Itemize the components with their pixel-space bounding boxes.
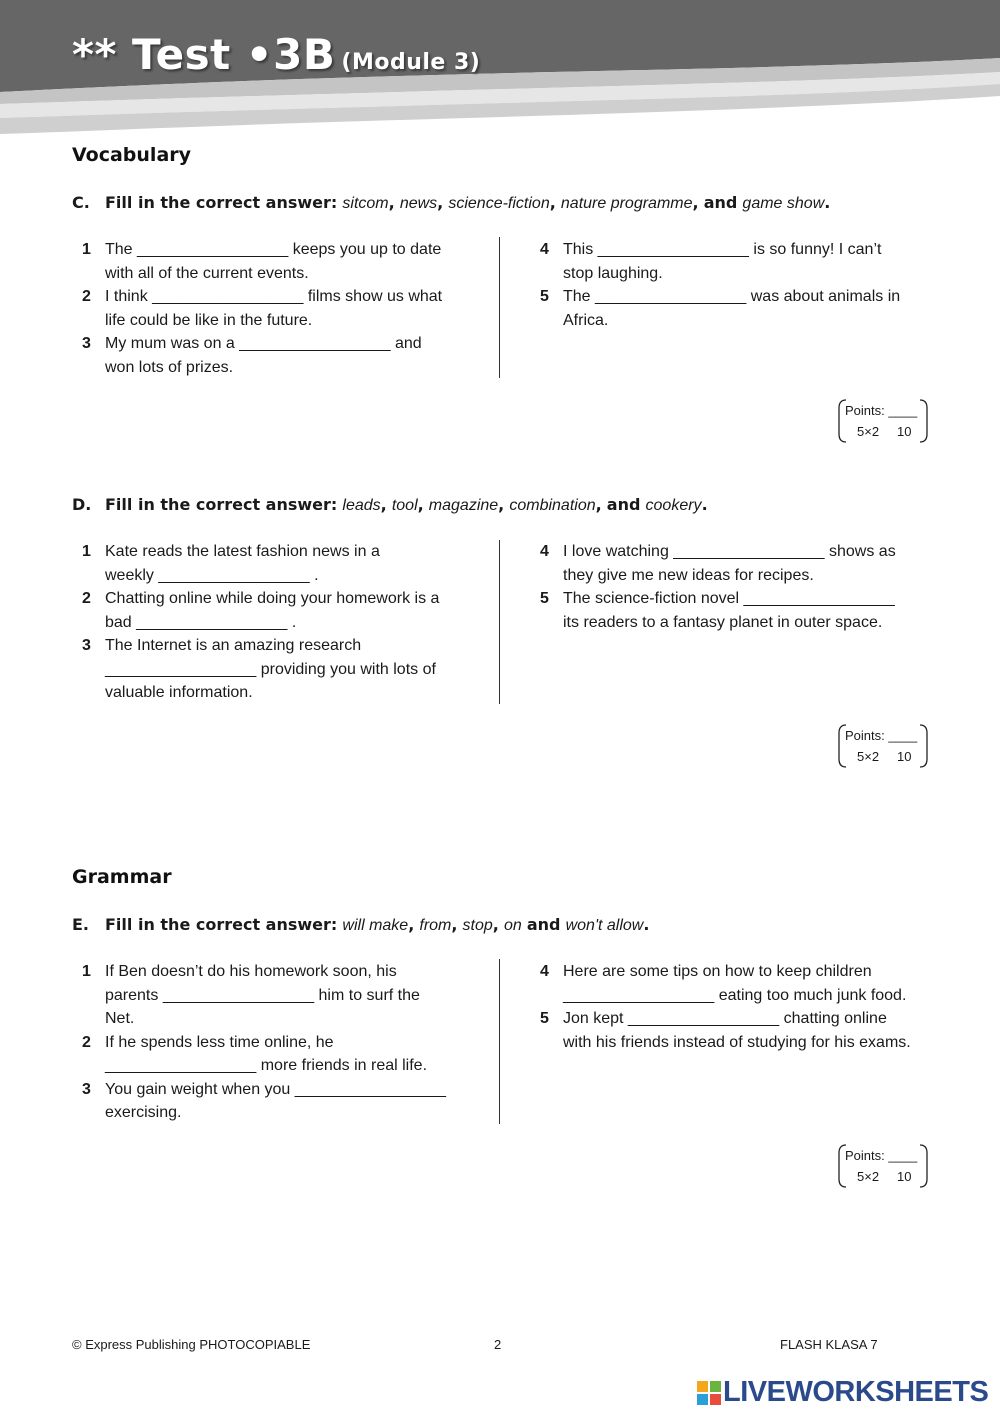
question-item <box>72 332 472 379</box>
question-text[interactable]: The _________________ keeps you up to date <box>105 241 442 258</box>
question-number: 2 <box>82 590 91 607</box>
question-text: The Internet is an amazing research <box>105 637 362 654</box>
question-text[interactable]: parents _________________ him to surf the <box>105 986 420 1004</box>
question-text[interactable]: weekly _________________ . <box>105 566 319 584</box>
question-number: 1 <box>82 963 91 980</box>
column-divider <box>499 237 500 378</box>
question-number: 3 <box>82 1080 91 1098</box>
exercise-d-lead: Fill in the correct answer: <box>105 495 338 514</box>
question-number: 2 <box>82 288 91 305</box>
question-text[interactable]: bad _________________ . <box>105 613 297 631</box>
question-item <box>72 587 472 634</box>
option-and: and <box>526 915 561 934</box>
question-text[interactable]: _________________ more friends in real life. <box>105 1057 428 1074</box>
question-item <box>72 238 472 285</box>
question-text: Chatting online while doing your homework is a <box>105 590 440 607</box>
points-box <box>838 1143 928 1189</box>
question-number: 5 <box>540 590 549 607</box>
question-text: Here are some tips on how to keep children <box>563 963 872 980</box>
question-number: 1 <box>82 241 91 258</box>
option-word: leads <box>342 497 381 514</box>
vocabulary-heading: Vocabulary <box>72 144 192 166</box>
liveworksheets-logo[interactable] <box>697 1376 997 1410</box>
question-number: 4 <box>540 543 549 560</box>
option-word: will make <box>342 917 409 934</box>
question-number: 4 <box>540 241 549 258</box>
question-item <box>530 238 930 285</box>
exercise-c-instruction: C. Fill in the correct answer: sitcom, news, science-fiction, nature programme, and game show. <box>72 193 831 212</box>
page-header <box>0 0 1000 150</box>
test-title-main: ** Test •3B <box>72 30 336 79</box>
points-box <box>838 723 928 769</box>
question-item <box>530 587 930 634</box>
question-text[interactable]: My mum was on a _________________ and <box>105 335 422 352</box>
option-and: and <box>703 193 738 212</box>
option-word: combination <box>509 497 596 514</box>
question-text[interactable]: _________________ providing you with lots of <box>105 660 436 678</box>
option-word: game show <box>742 195 825 212</box>
question-item <box>72 540 472 587</box>
question-number: 1 <box>82 543 91 560</box>
exercise-e-right-column <box>530 960 930 1054</box>
points-total: 10 <box>897 1169 912 1184</box>
question-text[interactable]: Jon kept _________________ chatting online <box>563 1010 887 1027</box>
question-text: stop laughing. <box>563 264 663 282</box>
option-word: stop <box>462 917 493 934</box>
option-word: magazine <box>428 497 499 514</box>
liveworksheets-logo-text: LIVEWORKSHEETS <box>723 1376 989 1408</box>
column-divider <box>499 540 500 704</box>
points-formula: 5×2 <box>857 424 880 439</box>
question-number: 4 <box>540 963 549 980</box>
footer-page-number: 2 <box>494 1337 502 1352</box>
exercise-d-left-column <box>72 540 472 705</box>
option-word: sitcom <box>342 195 389 212</box>
exercise-c-left-column <box>72 238 472 379</box>
question-text[interactable]: I think _________________ films show us what <box>105 288 443 305</box>
footer-copyright: © Express Publishing PHOTOCOPIABLE <box>72 1337 311 1352</box>
question-text: If he spends less time online, he <box>105 1033 334 1051</box>
points-total: 10 <box>897 424 912 439</box>
question-item <box>72 634 472 705</box>
option-and: and <box>606 495 641 514</box>
exercise-c-lead: Fill in the correct answer: <box>105 193 338 212</box>
liveworksheets-logo-icon <box>697 1381 721 1405</box>
question-text[interactable]: I love watching _________________ shows as <box>563 543 896 560</box>
question-item <box>72 1031 472 1078</box>
question-item <box>530 960 930 1007</box>
question-text: with all of the current events. <box>105 264 309 282</box>
column-divider <box>499 959 500 1124</box>
test-title-module: (Module 3) <box>341 50 481 75</box>
footer-course: FLASH KLASA 7 <box>780 1337 878 1352</box>
question-text: Net. <box>105 1010 135 1027</box>
exercise-d-right-column <box>530 540 930 634</box>
question-number: 3 <box>82 335 91 352</box>
exercise-c-letter: C. <box>72 193 90 212</box>
exercise-c-right-column <box>530 238 930 332</box>
option-word: science-fiction <box>448 195 550 212</box>
question-text: won lots of prizes. <box>105 358 234 376</box>
points-label: Points: ____ <box>845 403 918 418</box>
question-text[interactable]: The _________________ was about animals in <box>563 288 901 305</box>
question-text: If Ben doesn’t do his homework soon, his <box>105 963 397 980</box>
question-item <box>72 1078 472 1125</box>
option-word: on <box>503 917 522 934</box>
question-text: its readers to a fantasy planet in outer space. <box>563 613 883 631</box>
points-total: 10 <box>897 749 912 764</box>
points-formula: 5×2 <box>857 1169 880 1184</box>
question-text: they give me new ideas for recipes. <box>563 566 814 584</box>
points-formula: 5×2 <box>857 749 880 764</box>
question-text[interactable]: This _________________ is so funny! I can’t <box>563 241 882 258</box>
question-item <box>72 285 472 332</box>
question-number: 3 <box>82 637 91 654</box>
points-box <box>838 398 928 444</box>
points-label: Points: ____ <box>845 1148 918 1163</box>
option-word: nature programme <box>560 195 693 212</box>
question-text: valuable information. <box>105 684 253 701</box>
option-word: tool <box>391 497 418 514</box>
test-title <box>72 30 480 79</box>
question-item <box>530 1007 930 1054</box>
exercise-d-letter: D. <box>72 495 92 514</box>
option-word: cookery <box>645 497 702 514</box>
question-number: 5 <box>540 288 549 305</box>
question-text[interactable]: _________________ eating too much junk food. <box>563 986 907 1004</box>
question-text: with his friends instead of studying for his exams. <box>563 1033 911 1051</box>
question-item <box>72 960 472 1031</box>
question-item <box>530 540 930 587</box>
question-text: exercising. <box>105 1104 182 1121</box>
option-word: news <box>399 195 438 212</box>
question-text: Kate reads the latest fashion news in a <box>105 543 380 560</box>
question-item <box>530 285 930 332</box>
question-text: Africa. <box>563 311 609 329</box>
question-text: life could be like in the future. <box>105 311 313 329</box>
question-number: 5 <box>540 1010 549 1027</box>
question-text[interactable]: The science-fiction novel _________________ <box>563 590 895 607</box>
exercise-e-left-column <box>72 960 472 1125</box>
exercise-e-instruction: E. Fill in the correct answer: will make, from, stop, on and won't allow. <box>72 915 650 934</box>
option-word: from <box>419 917 452 934</box>
grammar-heading: Grammar <box>72 866 172 888</box>
exercise-e-lead: Fill in the correct answer: <box>105 915 338 934</box>
exercise-e-letter: E. <box>72 915 90 934</box>
points-label: Points: ____ <box>845 728 918 743</box>
question-text[interactable]: You gain weight when you _________________ <box>105 1080 447 1098</box>
exercise-d-instruction: D. Fill in the correct answer: leads, tool, magazine, combination, and cookery. <box>72 495 708 514</box>
question-number: 2 <box>82 1033 91 1051</box>
option-word: won't allow <box>565 917 644 934</box>
